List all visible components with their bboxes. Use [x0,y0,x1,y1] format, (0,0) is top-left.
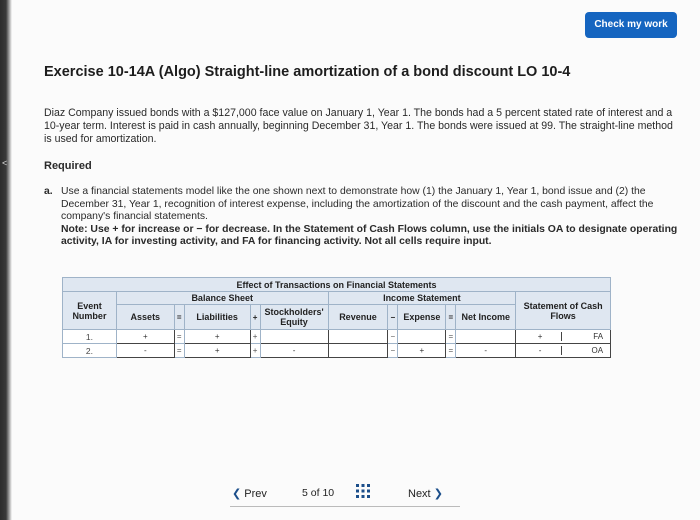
financial-statements-model-table [62,277,611,358]
event-number-header: Event Number [63,292,117,330]
chevron-right-icon: ❯ [433,488,443,500]
event-number-cell: 1. [63,330,117,344]
liabilities-header: Liabilities [184,305,250,330]
revenue-input[interactable] [328,330,388,344]
equals-operator: = [446,344,456,358]
part-a-letter: a. [44,186,53,197]
cash-flow-type-input[interactable]: OA [561,346,607,355]
cash-flow-sign-input[interactable]: + [537,332,543,341]
net-income-input[interactable]: - [456,344,516,358]
part-a-text: Use a financial statements model like the one shown next to demonstrate how (1) the January 1, Year 1, bond issue and (2) the December 31, Year 1, recognition of interest expense, including the amortization of the discount and the cash payment, affect the company's financial statements. [61,186,654,223]
cash-flow-cell [516,330,611,344]
stockholders-equity-header: Stockholders' Equity [260,305,328,330]
divider [230,506,460,507]
assets-input[interactable]: + [116,330,174,344]
equals-operator: = [174,330,184,344]
assets-header: Assets [116,305,174,330]
liabilities-input[interactable]: + [184,344,250,358]
cash-flows-header: Statement of Cash Flows [516,292,611,330]
plus-operator: + [250,330,260,344]
equals-operator: = [446,305,456,330]
table-row [63,330,611,344]
revenue-header: Revenue [328,305,388,330]
left-sidebar-edge [0,0,14,520]
table-main-title: Effect of Transactions on Financial Statements [63,278,611,292]
cash-flow-type-input[interactable]: FA [561,332,607,341]
event-number-cell: 2. [63,344,117,358]
plus-operator: + [250,305,260,330]
net-income-input[interactable] [456,330,516,344]
exercise-title: Exercise 10-14A (Algo) Straight-line amortization of a bond discount LO 10-4 [44,64,571,80]
note-text: Note: Use + for increase or − for decrease. In the Statement of Cash Flows column, use the initials OA to designate operating activity, IA for investing activity, and FA for financing activity. Not all cells require input. [61,223,678,248]
equity-input[interactable]: - [260,344,328,358]
cash-flow-sign-input[interactable]: - [538,346,542,355]
cash-flow-cell [516,344,611,358]
expense-header: Expense [398,305,446,330]
minus-operator: − [388,305,398,330]
plus-operator: + [250,344,260,358]
page-indicator [302,487,334,499]
collapse-chevron-icon[interactable]: < [2,158,8,168]
expense-input[interactable]: + [398,344,446,358]
required-label: Required [44,160,92,172]
page-of: of [310,487,320,499]
grid-icon[interactable] [356,484,370,498]
table-row [63,344,611,358]
part-a [44,186,680,249]
pagination [230,482,490,506]
equals-operator: = [174,344,184,358]
chevron-left-icon: ❮ [232,488,242,500]
net-income-header: Net Income [456,305,516,330]
expense-input[interactable] [398,330,446,344]
equity-input[interactable] [260,330,328,344]
next-button[interactable] [408,487,443,500]
revenue-input[interactable] [328,344,388,358]
next-label: Next [408,488,431,500]
page-current: 5 [302,487,308,499]
assets-input[interactable]: - [116,344,174,358]
minus-operator: − [388,330,398,344]
prev-label: Prev [244,488,267,500]
equals-operator: = [446,330,456,344]
check-my-work-button[interactable]: Check my work [585,12,677,38]
liabilities-input[interactable]: + [184,330,250,344]
equals-operator: = [174,305,184,330]
page-total: 10 [322,487,335,499]
problem-text: Diaz Company issued bonds with a $127,000 face value on January 1, Year 1. The bonds had a 5 percent stated rate of interest and a 10-year term. Interest is paid in cash annually, beginning December 31, Year 1. The bonds were issued at 99. The straight-line method is used for amortization. [44,107,673,145]
minus-operator: − [388,344,398,358]
income-statement-header: Income Statement [328,292,516,305]
prev-button[interactable] [232,487,267,500]
balance-sheet-header: Balance Sheet [116,292,328,305]
